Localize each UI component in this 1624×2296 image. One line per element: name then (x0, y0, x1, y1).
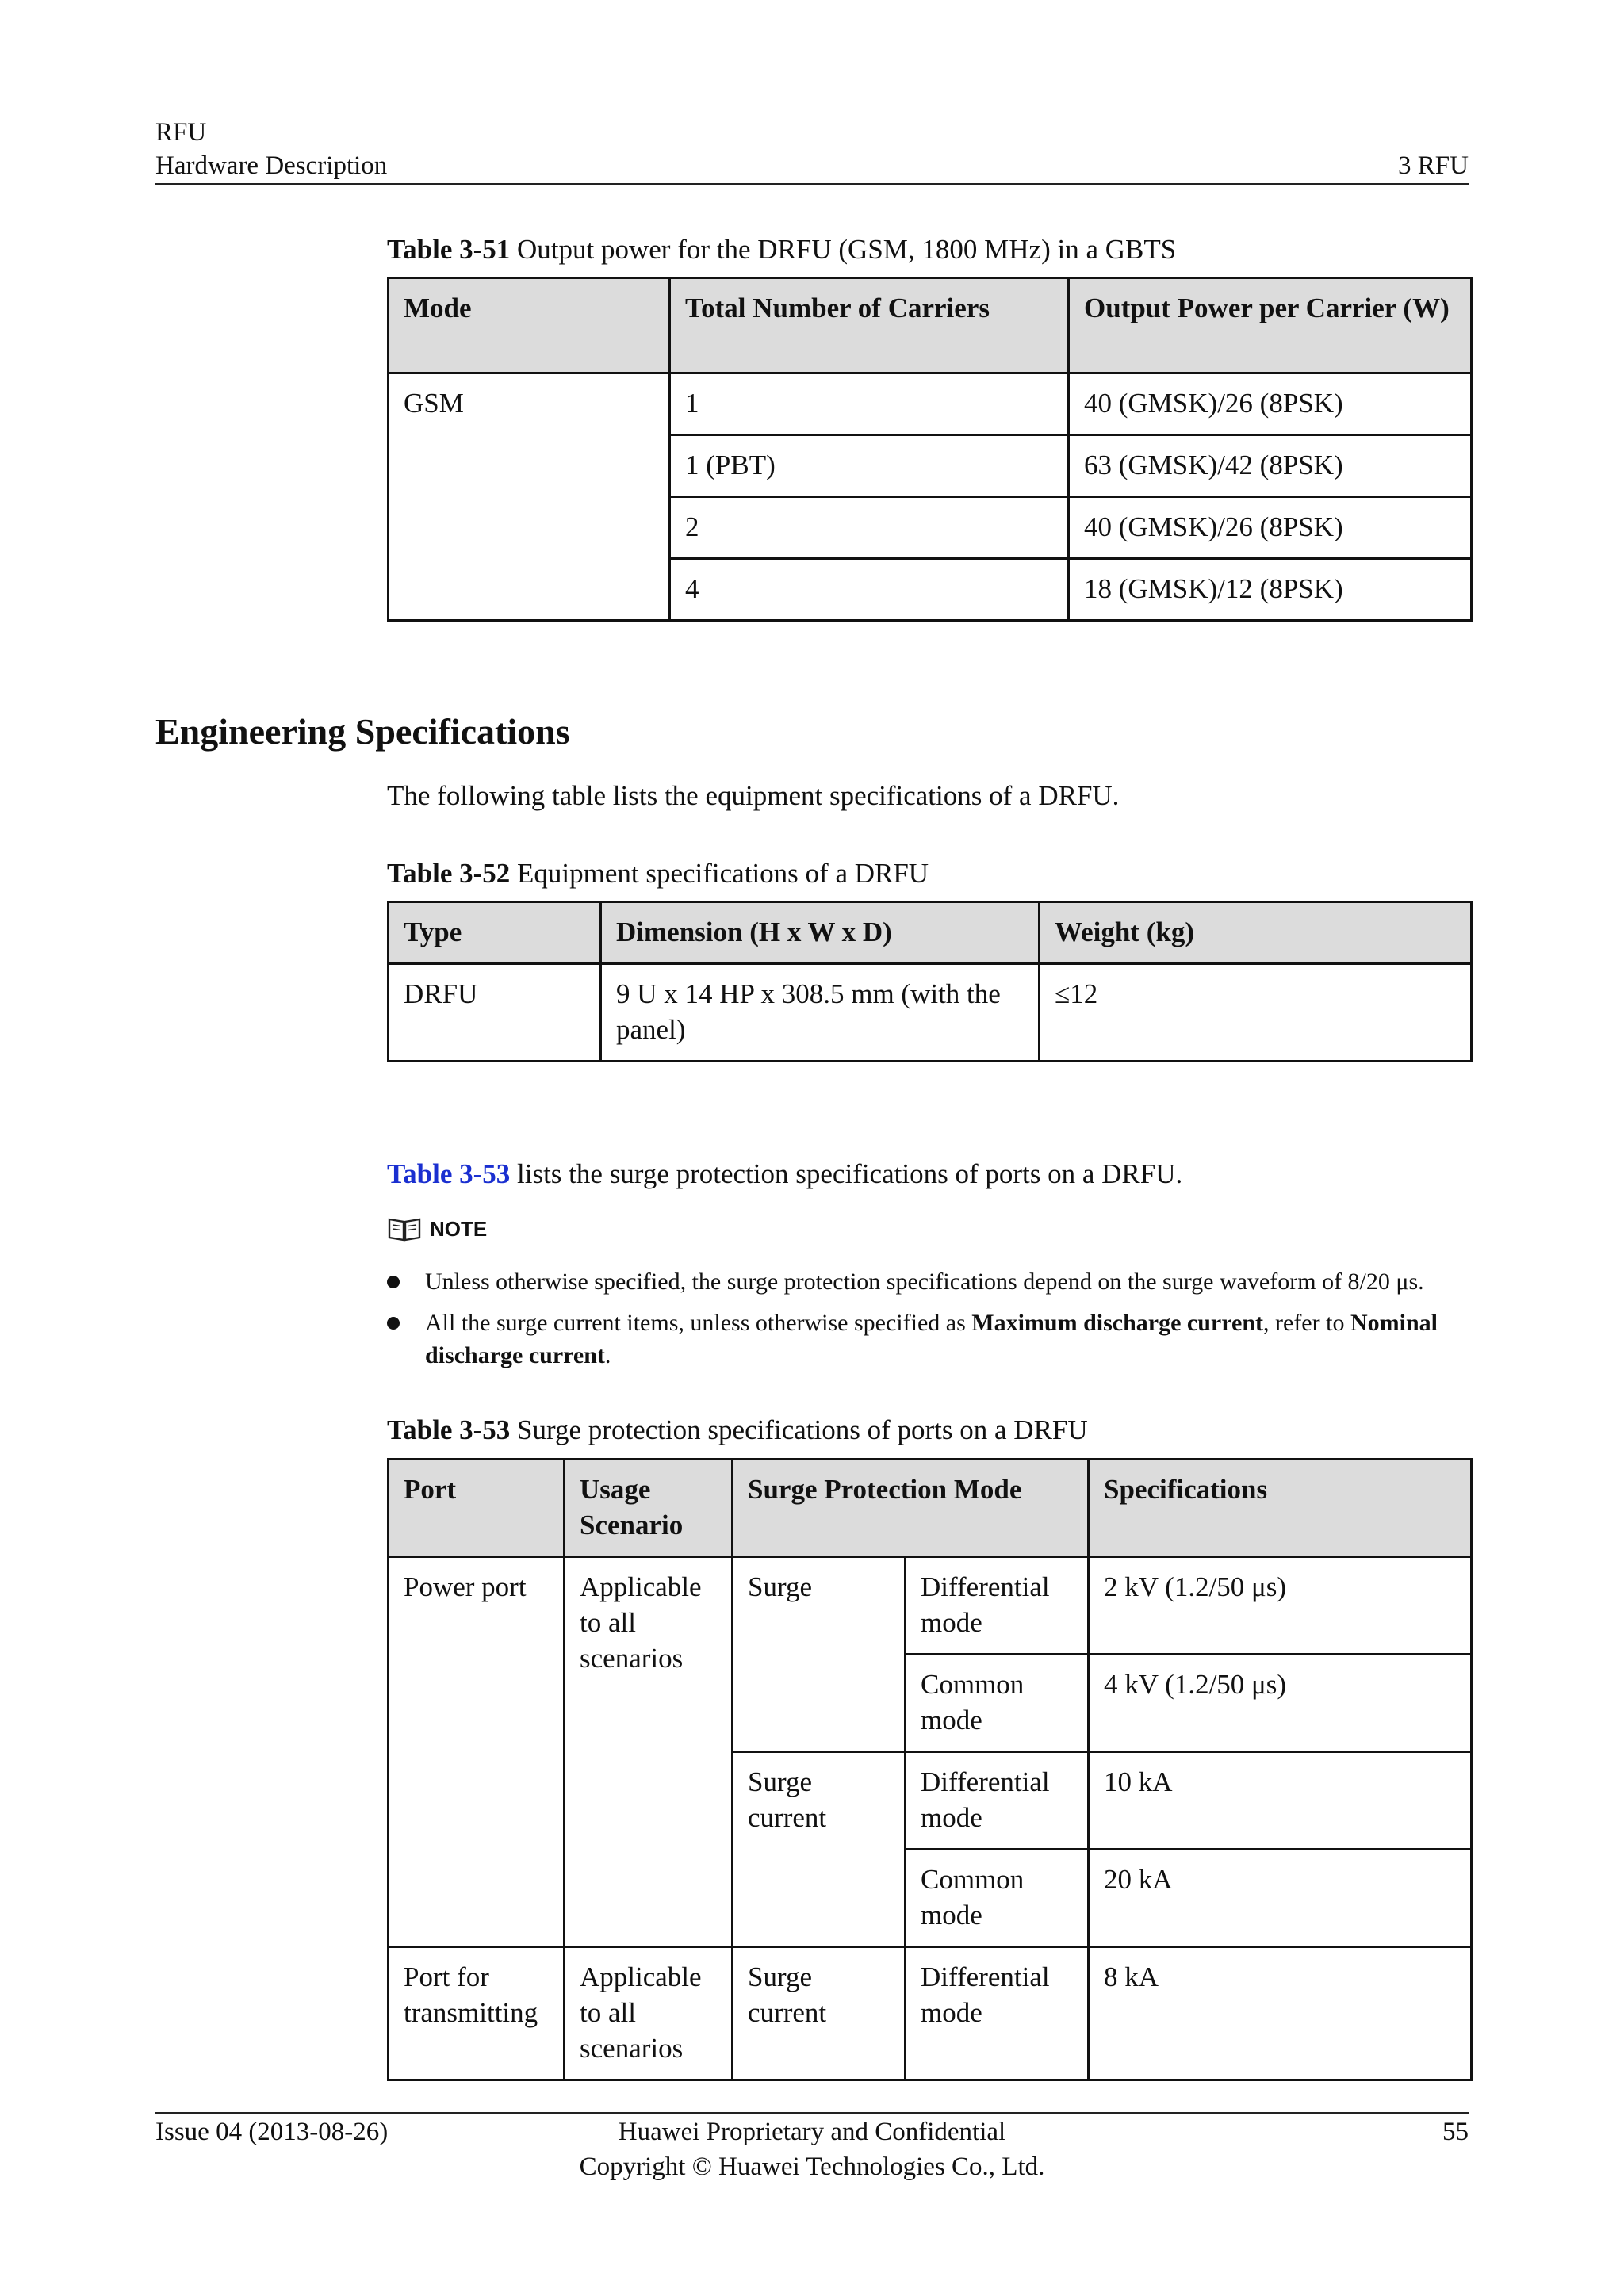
chapter-label: 3 RFU (1398, 151, 1469, 180)
spec-cell: 20 kA (1089, 1850, 1472, 1947)
protection-cell: Surge current (733, 1752, 906, 1947)
power-cell: 63 (GMSK)/42 (8PSK) (1069, 435, 1472, 497)
table-51-caption: Table 3-51 Output power for the DRFU (GSM, 1800 MHz) in a GBTS (387, 234, 1177, 265)
bullet-dot (387, 1276, 400, 1288)
table-51 (387, 277, 1473, 622)
mode-cell: Common mode (906, 1850, 1089, 1947)
mode-cell: Differential mode (906, 1557, 1089, 1655)
header-rule (155, 183, 1469, 185)
spec-cell: 2 kV (1.2/50 μs) (1089, 1557, 1472, 1655)
section-title: Engineering Specifications (155, 711, 570, 752)
port-cell: Port for transmitting (389, 1947, 565, 2080)
mode-cell: Differential mode (906, 1752, 1089, 1850)
book-icon (387, 1215, 422, 1242)
table-row (389, 1947, 1472, 2080)
table-52 (387, 901, 1473, 1062)
spec-cell: 10 kA (1089, 1752, 1472, 1850)
power-cell: 40 (GMSK)/26 (8PSK) (1069, 373, 1472, 435)
table-header-cell: Weight (kg) (1040, 902, 1472, 964)
spec-cell: 4 kV (1.2/50 μs) (1089, 1655, 1472, 1752)
port-cell: Power port (389, 1557, 565, 1947)
table-header-cell: Output Power per Carrier (W) (1069, 278, 1472, 373)
footer-copyright: Copyright © Huawei Technologies Co., Ltd. (579, 2152, 1045, 2181)
footer-center (0, 2114, 1624, 2184)
carriers-cell: 1 (670, 373, 1069, 435)
table-header-cell: Dimension (H x W x D) (601, 902, 1040, 964)
table-53 (387, 1458, 1473, 2081)
surge-intro: Table 3-53 lists the surge protection specifications of ports on a DRFU. (387, 1158, 1183, 1189)
note-label: NOTE (387, 1215, 487, 1242)
footer-issue: Issue 04 (2013-08-26) (155, 2118, 389, 2146)
table-header-cell: Surge Protection Mode (733, 1460, 1089, 1557)
carriers-cell: 1 (PBT) (670, 435, 1069, 497)
dimension-cell: 9 U x 14 HP x 308.5 mm (with the panel) (601, 964, 1040, 1062)
bullet-dot (387, 1317, 400, 1330)
weight-cell: ≤12 (1040, 964, 1472, 1062)
mode-cell: Differential mode (906, 1947, 1089, 2080)
scenario-cell: Applicable to all scenarios (565, 1557, 733, 1947)
table-header-cell: Mode (389, 278, 670, 373)
table-header-cell: Specifications (1089, 1460, 1472, 1557)
note-bullet: Unless otherwise specified, the surge protection specifications depend on the surge waveform of 8/20 μs. (387, 1265, 1470, 1298)
carriers-cell: 2 (670, 497, 1069, 559)
protection-cell: Surge current (733, 1947, 906, 2080)
table-header-cell: Port (389, 1460, 565, 1557)
doc-title: RFU (155, 118, 207, 147)
mode-cell: Common mode (906, 1655, 1089, 1752)
page-number: 55 (1442, 2118, 1469, 2146)
power-cell: 40 (GMSK)/26 (8PSK) (1069, 497, 1472, 559)
power-cell: 18 (GMSK)/12 (8PSK) (1069, 559, 1472, 621)
table-row (389, 373, 1472, 435)
protection-cell: Surge (733, 1557, 906, 1752)
carriers-cell: 4 (670, 559, 1069, 621)
table-52-caption: Table 3-52 Equipment specifications of a DRFU (387, 858, 929, 889)
table-row (389, 1557, 1472, 1655)
footer-confidential: Huawei Proprietary and Confidential (618, 2118, 1006, 2146)
table-header-cell: Type (389, 902, 601, 964)
table-header-cell: Usage Scenario (565, 1460, 733, 1557)
scenario-cell: Applicable to all scenarios (565, 1947, 733, 2080)
section-intro: The following table lists the equipment specifications of a DRFU. (387, 780, 1120, 811)
spec-cell: 8 kA (1089, 1947, 1472, 2080)
doc-subtitle: Hardware Description (155, 151, 388, 180)
footer-rule (155, 2112, 1469, 2114)
table-header-cell: Total Number of Carriers (670, 278, 1069, 373)
table-53-link[interactable]: Table 3-53 (387, 1158, 511, 1189)
table-row (389, 964, 1472, 1062)
mode-cell: GSM (389, 373, 670, 621)
type-cell: DRFU (389, 964, 601, 1062)
table-53-caption: Table 3-53 Surge protection specifications of ports on a DRFU (387, 1414, 1088, 1445)
page-header (155, 116, 387, 182)
note-bullet: All the surge current items, unless otherwise specified as Maximum discharge current, refer to Nominal discharge current. (387, 1307, 1470, 1372)
